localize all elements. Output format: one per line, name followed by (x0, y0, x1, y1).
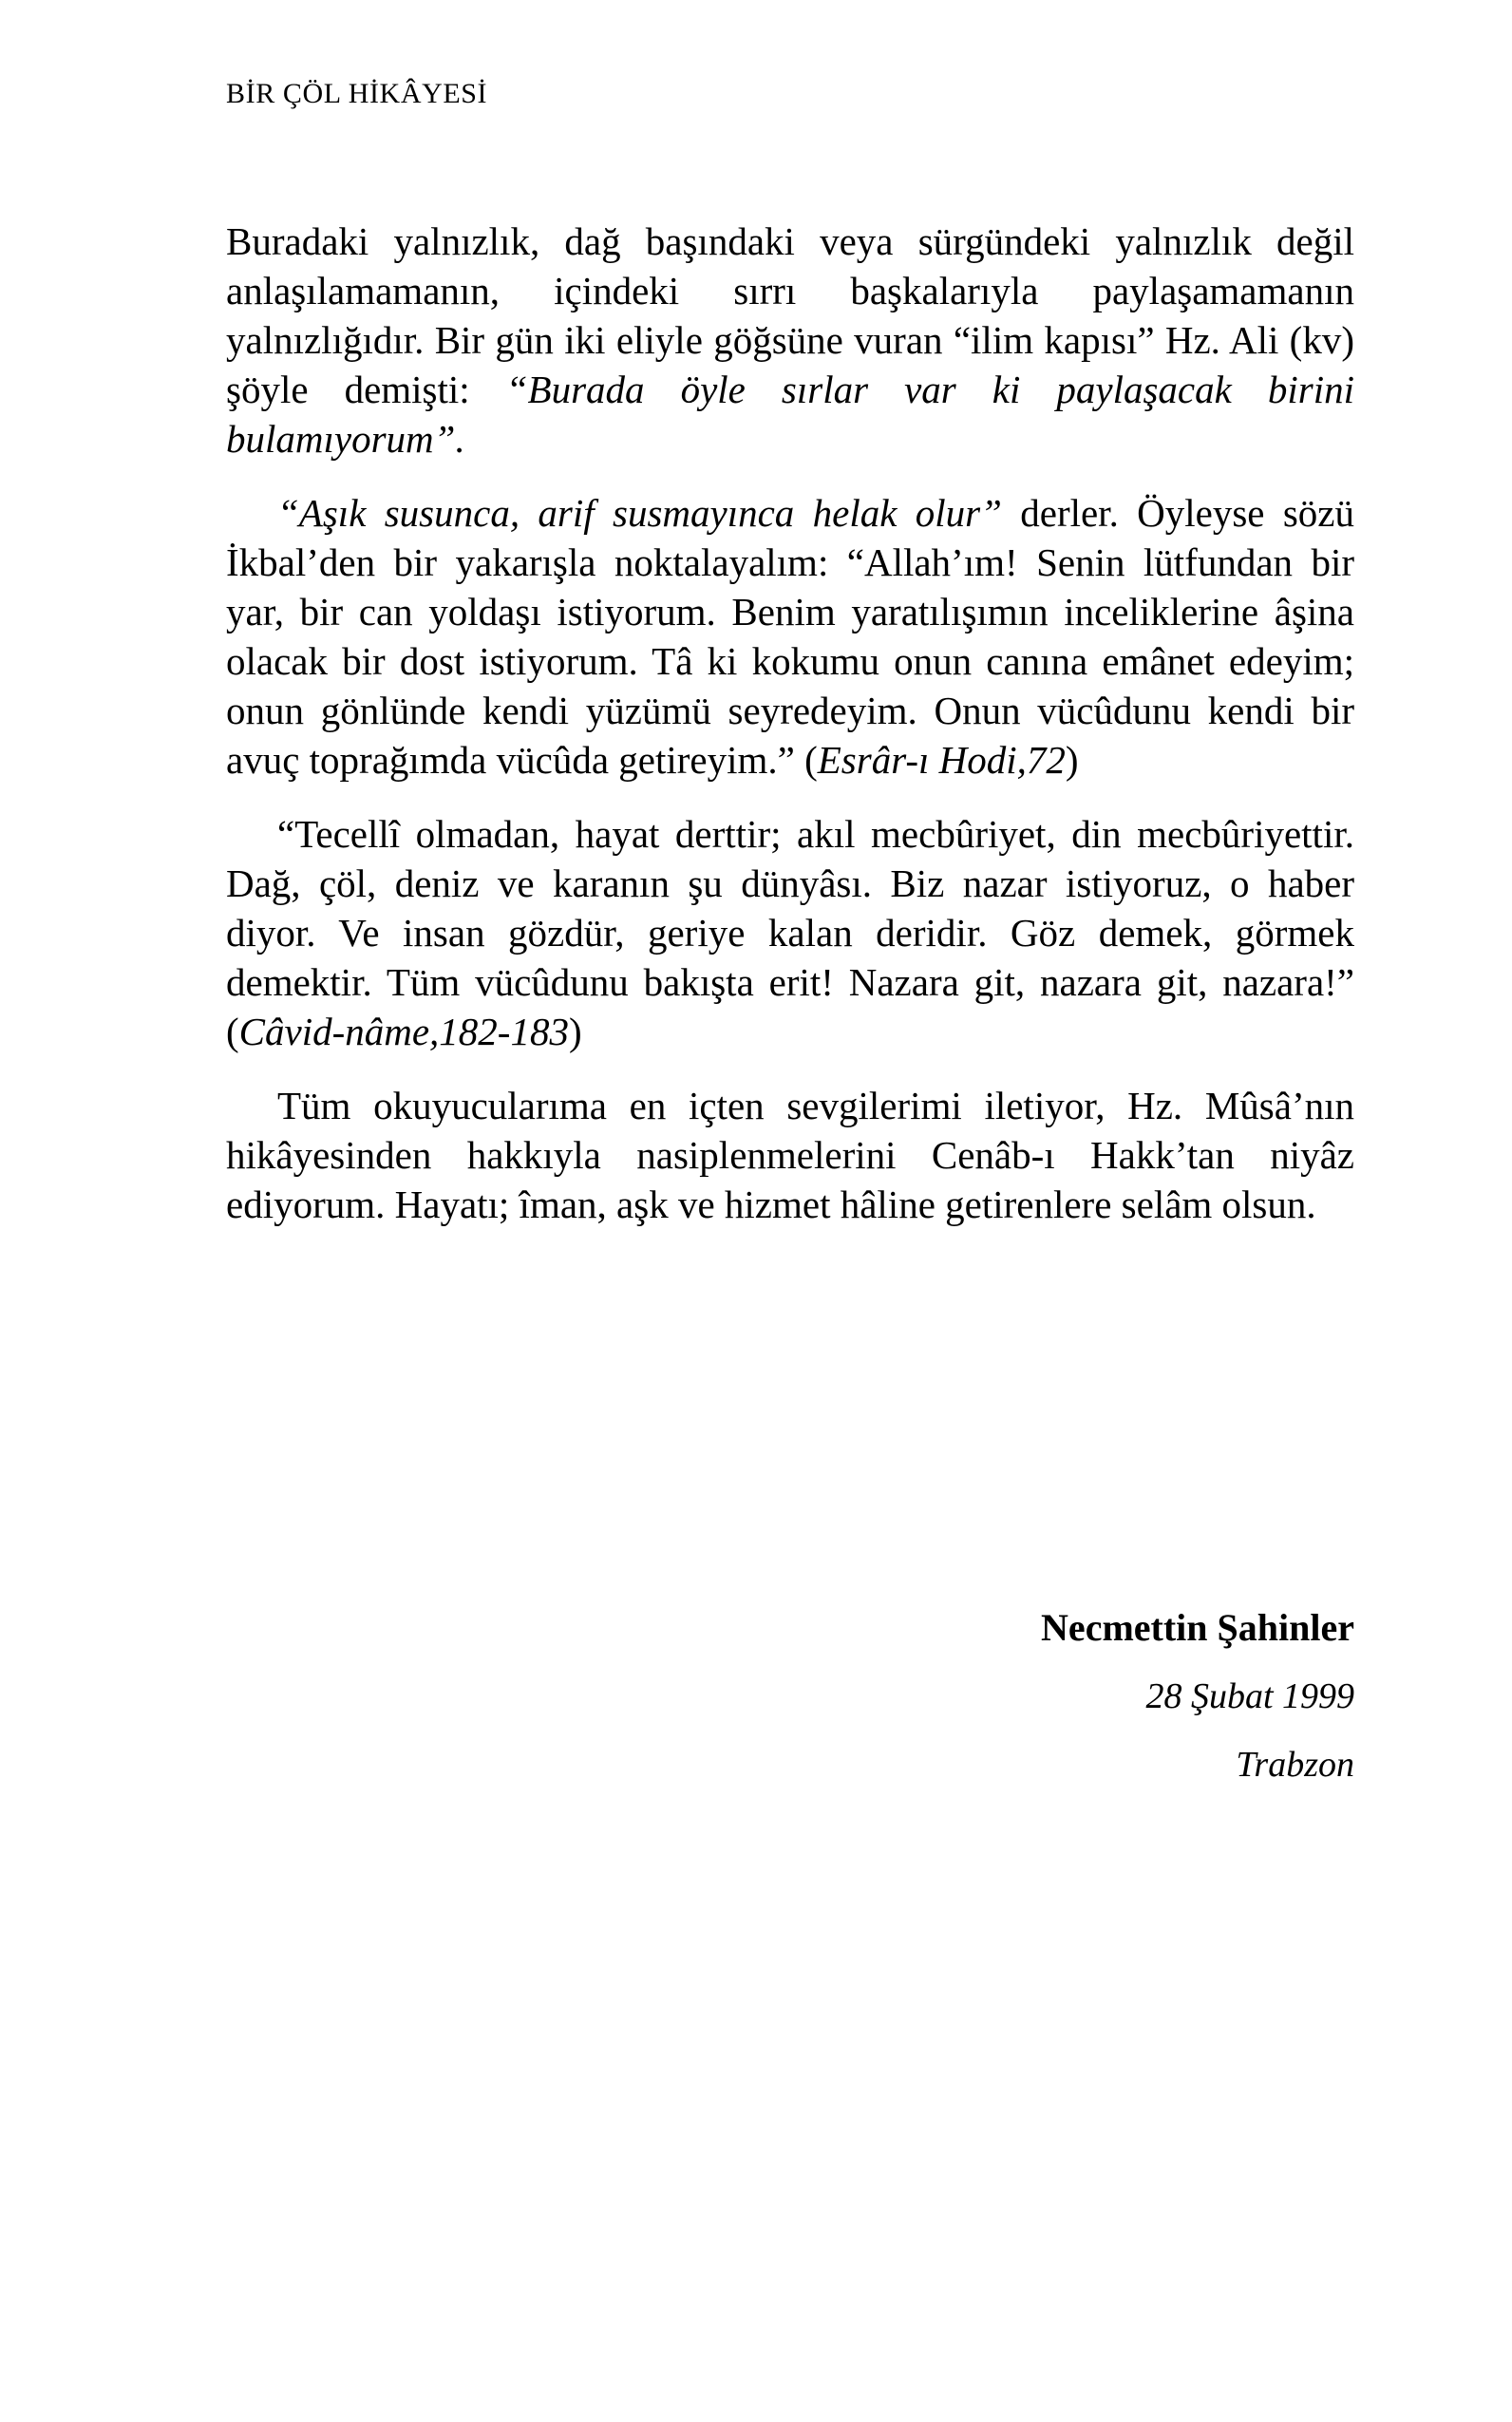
paragraph-3-run-roman: “Tecellî olmadan, hayat derttir; akıl mecbûriyet, din mecbûriyettir. Dağ, çöl, deniz ve karanın şu dünyâsı. Biz nazar istiyoruz, o haber diyor. Ve insan gözdür, geriye kalan deridir. Göz demek, görmek demektir. Tüm vücûdunu bakışta erit! Nazara git, nazara git, nazara!” ( (226, 812, 1354, 1053)
signature-author-name: Necmettin Şahinler (1041, 1606, 1354, 1649)
paragraph-3 (226, 809, 1354, 1056)
signature-block (690, 1605, 1354, 1787)
paragraph-2-citation-italic: Esrâr-ı Hodi,72 (817, 738, 1066, 782)
signature-date: 28 Şubat 1999 (1145, 1676, 1354, 1716)
running-head: BİR ÇÖL HİKÂYESİ (226, 78, 488, 109)
paragraph-2-run-roman: derler. Öyleyse sözü İkbal’den bir yakarışla noktalayalım: “Allah’ım! Senin lütfundan bir yar, bir can yoldaşı istiyorum. Benim yaratılışımın inceliklerine âşina olacak bir dost istiyorum. Tâ ki kokumu onun canına emânet edeyim; onun gönlünde kendi yüzümü seyredeyim. Onun vücûdunu kendi bir avuç toprağımda vücûda getireyim.” ( (226, 491, 1354, 782)
paragraph-3-citation-close: ) (568, 1010, 582, 1053)
signature-place: Trabzon (1236, 1744, 1354, 1785)
paragraph-1-run-roman: Buradaki yalnızlık, dağ başındaki veya sürgündeki yalnızlık değil anlaşılamamanın, içindeki sırrı başkalarıyla paylaşamamanın yalnızlığıdır. Bir gün iki eliyle göğsüne vuran “ilim kapısı” Hz. Ali (kv) şöyle demişti: (226, 219, 1354, 411)
paragraph-2-citation-close: ) (1065, 738, 1079, 782)
paragraph-3-citation-italic: Câvid-nâme,182-183 (238, 1010, 569, 1053)
body-text-column (226, 217, 1354, 1229)
paragraph-2 (226, 488, 1354, 785)
paragraph-4 (226, 1081, 1354, 1229)
paragraph-2-quote-italic: “Aşık susunca, arif susmayınca helak olur” (277, 491, 1002, 535)
paragraph-1-run-italic: “Burada öyle sırlar var ki paylaşacak birini bulamıyorum”. (226, 368, 1354, 461)
paragraph-4-run-roman: Tüm okuyucularıma en içten sevgilerimi iletiyor, Hz. Mûsâ’nın hikâyesinden hakkıyla nasiplenmelerini Cenâb-ı Hakk’tan niyâz ediyorum. Hayatı; îman, aşk ve hizmet hâline getirenlere selâm olsun. (226, 1084, 1354, 1226)
paragraph-1 (226, 217, 1354, 464)
